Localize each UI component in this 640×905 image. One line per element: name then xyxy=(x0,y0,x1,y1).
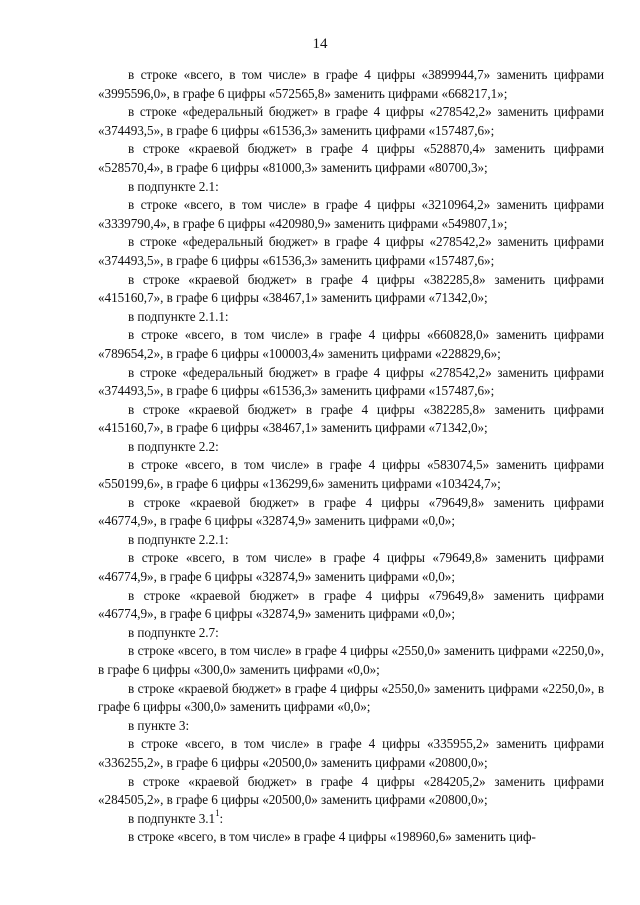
paragraph: в строке «федеральный бюджет» в графе 4 цифры «278542,2» заменить цифрами «374493,5», в графе 6 цифры «61536,3» заменить цифрами «157487,6»; xyxy=(98,104,604,138)
subpoint-heading: в подпункте 2.2: xyxy=(128,438,219,454)
subpoint-heading xyxy=(98,810,604,829)
document-body xyxy=(98,66,604,847)
paragraph: в строке «краевой бюджет» в графе 4 цифры «382285,8» заменить цифрами «415160,7», в графе 6 цифры «38467,1» заменить цифрами «71342,0»; xyxy=(98,271,604,306)
paragraph: в строке «всего, в том числе» в графе 4 цифры «660828,0» заменить цифрами «789654,2», в графе 6 цифры «100003,4» заменить цифрами «228829,6»; xyxy=(98,327,604,361)
point-heading: в пункте 3: xyxy=(128,717,190,733)
paragraph: в строке «всего, в том числе» в графе 4 цифры «3899944,7» заменить цифрами «3995596,0», в графе 6 цифры «572565,8» заменить цифрами «668217,1»; xyxy=(98,67,604,101)
paragraph: в строке «всего, в том числе» в графе 4 цифры «335955,2» заменить цифрами «336255,2», в графе 6 цифры «20500,0» заменить цифрами «20800,0»; xyxy=(98,736,604,770)
subpoint-heading: в подпункте 2.7: xyxy=(128,624,219,640)
superscript-index: 1 xyxy=(215,808,220,819)
paragraph: в строке «краевой бюджет» в графе 4 цифры «382285,8» заменить цифрами «415160,7», в графе 6 цифры «38467,1» заменить цифрами «71342,0»; xyxy=(98,401,604,436)
subpoint-heading-colon: : xyxy=(219,810,224,826)
subpoint-heading-text: в подпункте 3.1 xyxy=(128,810,216,826)
paragraph: в строке «всего, в том числе» в графе 4 цифры «79649,8» заменить цифрами «46774,9», в графе 6 цифры «32874,9» заменить цифрами «0,0»; xyxy=(98,550,604,585)
paragraph: в строке «федеральный бюджет» в графе 4 цифры «278542,2» заменить цифрами «374493,5», в графе 6 цифры «61536,3» заменить цифрами «157487,6»; xyxy=(98,234,604,268)
paragraph: в строке «федеральный бюджет» в графе 4 цифры «278542,2» заменить цифрами «374493,5», в графе 6 цифры «61536,3» заменить цифрами «157487,6»; xyxy=(98,364,604,399)
paragraph: в строке «краевой бюджет» в графе 4 цифры «79649,8» заменить цифрами «46774,9», в графе 6 цифры «32874,9» заменить цифрами «0,0»; xyxy=(98,494,604,529)
paragraph: в строке «всего, в том числе» в графе 4 цифры «3210964,2» заменить цифрами «3339790,4», в графе 6 цифры «420980,9» заменить цифрами «549807,1»; xyxy=(98,197,604,231)
paragraph: в строке «краевой бюджет» в графе 4 цифры «2550,0» заменить цифрами «2250,0», в графе 6 цифры «300,0» заменить цифрами «0,0»; xyxy=(98,680,604,715)
paragraph-continued: в строке «всего, в том числе» в графе 4 цифры «198960,6» заменить циф- xyxy=(128,829,536,845)
paragraph: в строке «краевой бюджет» в графе 4 цифры «528870,4» заменить цифрами «528570,4», в графе 6 цифры «81000,3» заменить цифрами «80700,3»; xyxy=(98,141,604,175)
paragraph: в строке «краевой бюджет» в графе 4 цифры «79649,8» заменить цифрами «46774,9», в графе 6 цифры «32874,9» заменить цифрами «0,0»; xyxy=(98,587,604,622)
subpoint-heading: в подпункте 2.1.1: xyxy=(128,308,229,324)
subpoint-heading: в подпункте 2.2.1: xyxy=(128,531,229,547)
page-number: 14 xyxy=(312,36,328,52)
paragraph: в строке «всего, в том числе» в графе 4 цифры «2550,0» заменить цифрами «2250,0», в графе 6 цифры «300,0» заменить цифрами «0,0»; xyxy=(98,643,604,677)
paragraph: в строке «краевой бюджет» в графе 4 цифры «284205,2» заменить цифрами «284505,2», в графе 6 цифры «20500,0» заменить цифрами «20800,0»; xyxy=(98,773,604,808)
subpoint-heading: в подпункте 2.1: xyxy=(128,178,219,194)
paragraph: в строке «всего, в том числе» в графе 4 цифры «583074,5» заменить цифрами «550199,6», в графе 6 цифры «136299,6» заменить цифрами «103424,7»; xyxy=(98,457,604,492)
